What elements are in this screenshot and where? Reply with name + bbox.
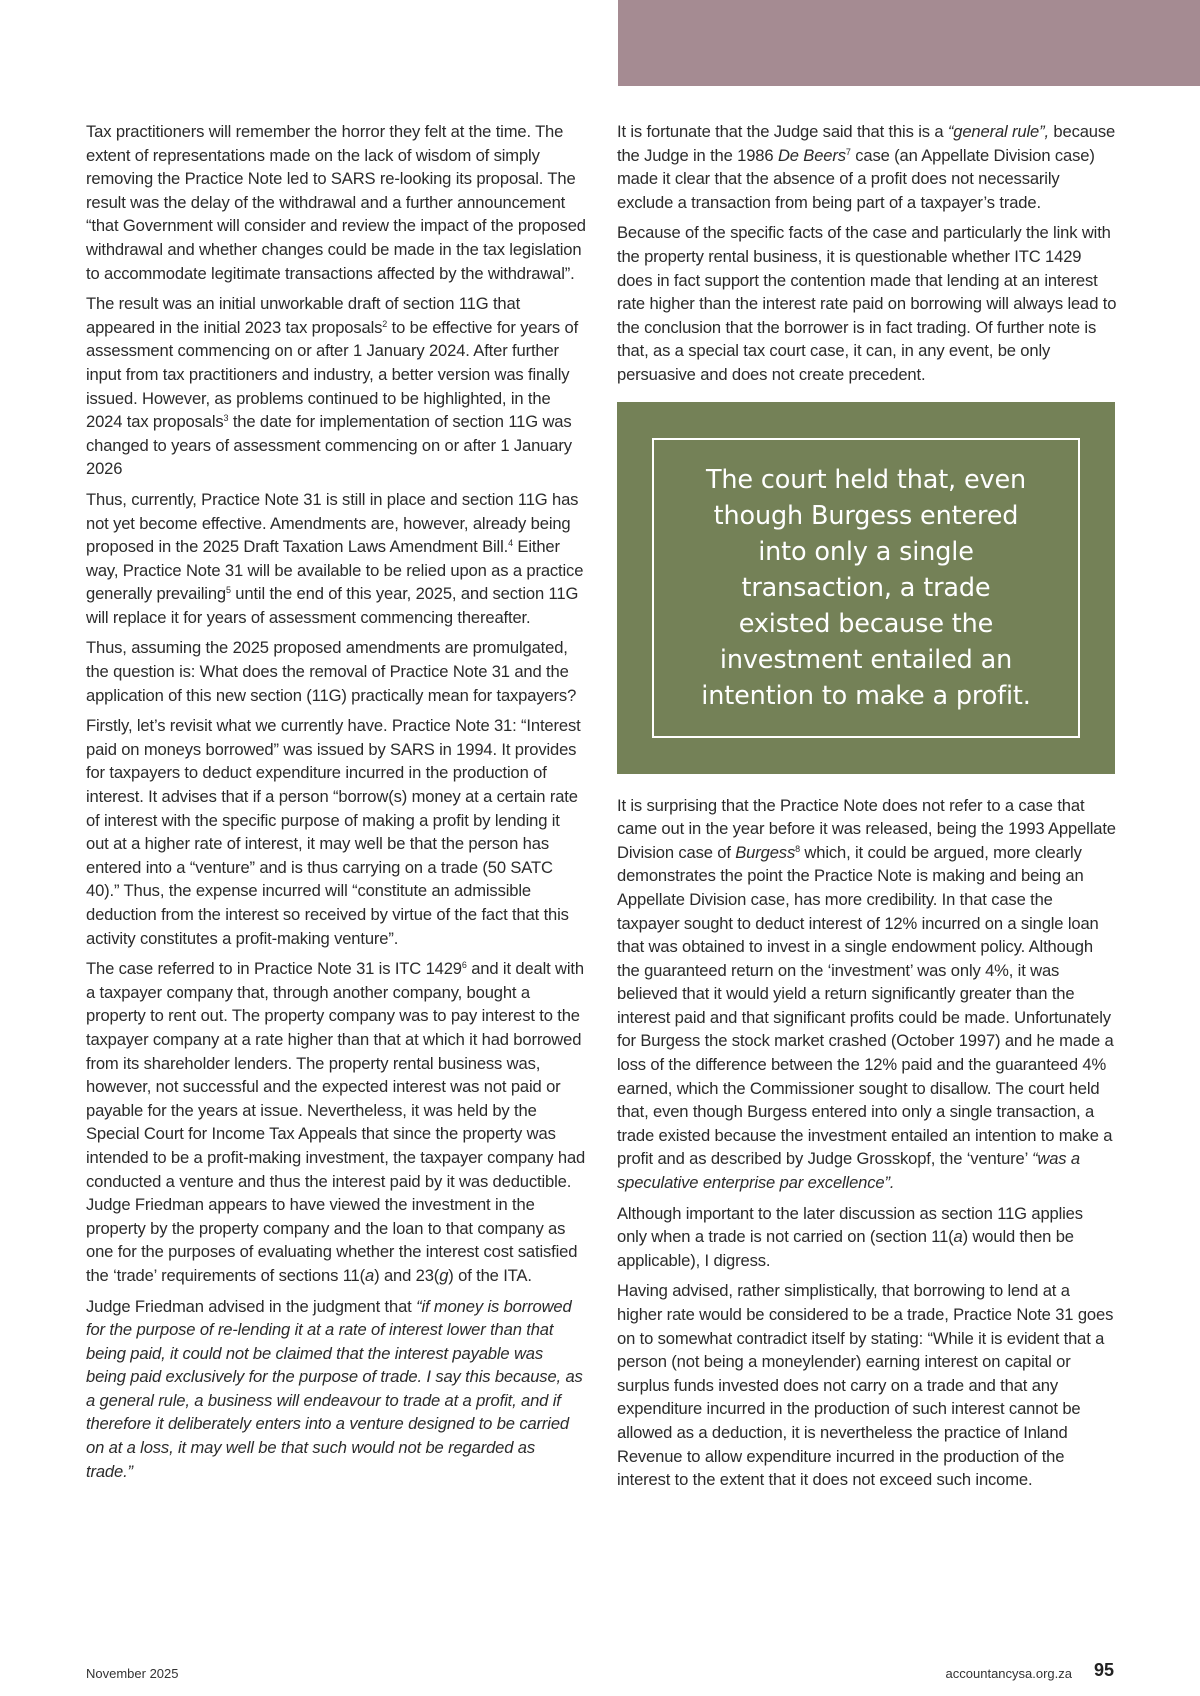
paragraph: The case referred to in Practice Note 31 is ITC 1429$^6$ and it dealt with a taxpayer company that, through another company, bought a property to rent out. The property company was to pay interest to the taxpayer company at a rate higher than that at which it had borrowed from its shareholder lenders. The property rental business was, however, not successful and the expected interest was not paid or payable for the years at issue. Nevertheless, it was held by the Special Court for Income Tax Appeals that since the property was intended to be a profit-making investment, the taxpayer company had conducted a venture and thus the interest paid by it was deductible. Judge Friedman appears to have viewed the investment in the property by the property company and the loan to that company as one for the purposes of evaluating whether the interest cost satisfied the ‘trade’ requirements of sections 11(a) and 23(g) of the ITA.	[86, 959, 586, 1285]
pull-quote	[617, 402, 1115, 774]
paragraph: Judge Friedman advised in the judgment that “if money is borrowed for the purpose of re-lending it at a rate of interest lower than that being paid, it could not be claimed that the interest payable was being paid exclusively for the purpose of trade. I say this because, as a general rule, a business will endeavour to trade at a profit, and if therefore it deliberately enters into a venture designed to be carried on at a loss, it may well be that such would not be regarded as trade.”	[86, 1296, 583, 1481]
pull-quote-frame	[652, 438, 1080, 738]
pull-quote-text: The court held that, even though Burgess entered into only a single transaction, a trade existed because the investment entailed an intention to make a profit.	[701, 464, 1031, 711]
footnote-ref: 8	[795, 843, 800, 854]
page-number: 95	[1093, 1660, 1114, 1680]
paragraph: Firstly, let’s revisit what we currently have. Practice Note 31: “Interest paid on moneys borrowed” was issued by SARS in 1994. It provides for taxpayers to deduct expenditure incurred in the production of interest. It advises that if a person “borrow(s) money at a certain rate of interest with the specific purpose of making a profit by lending it out at a higher rate of interest, it may well be that the person has entered into a “venture” and is thus carrying on a trade (50 SATC 40).” Thus, the expense incurred will “constitute an admissible deduction from the interest so received by virtue of the fact that this activity constitutes a profit-making venture”.	[86, 716, 581, 948]
footnote-ref: 5	[225, 585, 231, 596]
footer-date: November 2025	[86, 1666, 179, 1681]
footnote-ref: 4	[508, 538, 513, 549]
footnote-ref: 6	[461, 960, 467, 971]
paragraph: Because of the specific facts of the case and particularly the link with the property rental business, it is questionable whether ITC 1429 does in fact support the contention made that lending at an interest rate higher than the interest rate paid on borrowing will always lead to the conclusion that the borrower is in fact trading. Of further note is that, as a special tax court case, it can, in any event, be only persuasive and does not create precedent.	[617, 223, 1117, 384]
footnote-ref: 2	[382, 318, 388, 329]
paragraph: Having advised, rather simplistically, that borrowing to lend at a higher rate would be considered to be a trade, Practice Note 31 goes on to somewhat contradict itself by stating: “While it is evident that a person (not being a moneylender) earning interest on capital or surplus funds invested does not carry on a trade and that any expenditure incurred in the production of such interest cannot be allowed as a deduction, it is nevertheless the practice of Inland Revenue to allow expenditure incurred in the production of the interest to the extent that it does not exceed such income.	[617, 1281, 1114, 1490]
paragraph: Thus, assuming the 2025 proposed amendments are promulgated, the question is: What does the removal of Practice Note 31 and the application of this new section (11G) practically mean for taxpayers?	[86, 638, 577, 705]
header-color-band	[618, 0, 1200, 86]
paragraph: Thus, currently, Practice Note 31 is still in place and section 11G has not yet become effective. Amendments are, however, already being proposed in the 2025 Draft Taxation Laws Amendment Bill.$^4$ Either way, Practice Note 31 will be available to be relied upon as a practice generally prevailing$^5$ until the end of this year, 2025, and section 11G will replace it for years of assessment commencing thereafter.	[86, 489, 584, 627]
paragraph: It is surprising that the Practice Note does not refer to a case that came out in the year before it was released, being the 1993 Appellate Division case of Burgess$^8$ which, it could be argued, more clearly demonstrates the point the Practice Note is making and being an Appellate Division case, has more credibility. In that case the taxpayer sought to deduct interest of 12% incurred on a single loan that was obtained to invest in a single endowment policy. Although the guaranteed return on the ‘investment’ was only 4%, it was believed that it would yield a return significantly greater than the interest paid and that significant profits could be made. Unfortunately for Burgess the stock market crashed (October 1997) and he made a loss of the difference between the 12% paid and the guaranteed 4% earned, which the Commissioner sought to disallow. The court held that, even though Burgess entered into only a single transaction, a trade existed because the investment entailed an intention to make a profit and as described by Judge Grosskopf, the ‘venture’ “was a speculative enterprise par excellence”.	[617, 795, 1116, 1193]
paragraph: The result was an initial unworkable draft of section 11G that appeared in the initial 2023 tax proposals$^2$ to be effective for years of assessment commencing on or after 1 January 2024. After further input from tax practitioners and industry, a better version was finally issued. However, as problems continued to be highlighted, in the 2024 tax proposals$^3$ the date for implementation of section 11G was changed to years of assessment commencing on or after 1 January 2026	[86, 294, 579, 479]
footnote-ref: 7	[845, 146, 851, 157]
right-column	[617, 120, 1117, 1499]
footer-website: accountancysa.org.za	[945, 1666, 1072, 1681]
paragraph: It is fortunate that the Judge said that this is a “general rule”, because the Judge in the 1986 De Beers$^7$ case (an Appellate Division case) made it clear that the absence of a profit does not necessarily exclude a transaction from being part of a taxpayer’s trade.	[617, 122, 1116, 212]
footnote-ref: 3	[223, 413, 229, 424]
judgment-quote: “if money is borrowed for the purpose of re-lending it at a rate of interest lower than that being paid, it could not be claimed that the interest payable was being paid exclusively for the purpose of trade. I say this because, as a general rule, a business will endeavour to trade at a profit, and if therefore it deliberately enters into a venture designed to be carried on at a loss, it may well be that such would not be regarded as trade.”	[86, 1296, 583, 1481]
paragraph: Tax practitioners will remember the horror they felt at the time. The extent of representations made on the lack of wisdom of simply removing the Practice Note led to SARS re-looking its proposal. The result was the delay of the withdrawal and a further announcement “that Government will consider and review the impact of the proposed withdrawal and whether changes could be made in the tax legislation to accommodate legitimate transactions affected by the withdrawal”.	[86, 122, 586, 283]
paragraph: Although important to the later discussion as section 11G applies only when a trade is not carried on (section 11(a) would then be applicable), I digress.	[617, 1203, 1083, 1270]
left-column	[86, 120, 586, 1490]
